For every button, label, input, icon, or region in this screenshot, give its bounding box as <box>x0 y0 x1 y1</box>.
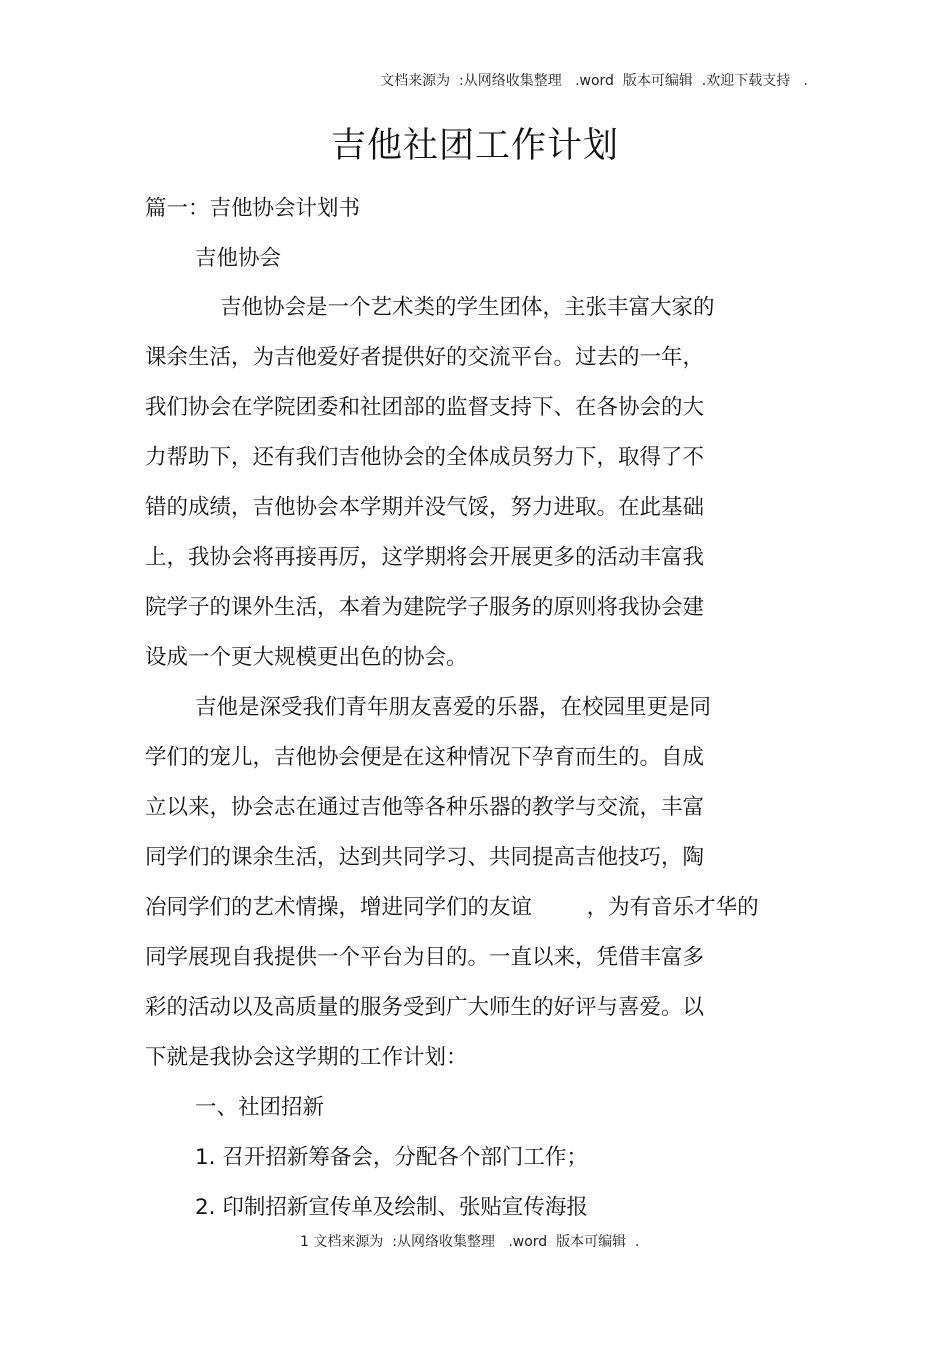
paragraph-2-line-4: 同学们的课余生活，达到共同学习、共同提高吉他技巧，陶 <box>145 845 705 870</box>
subheading-association: 吉他协会 <box>195 246 282 271</box>
paragraph-1-line-3: 我们协会在学院团委和社团部的监督支持下、在各协会的大 <box>145 395 705 420</box>
paragraph-1-line-6: 上，我协会将再接再厉，这学期将会开展更多的活动丰富我 <box>145 545 705 570</box>
paragraph-2-line-7: 彩的活动以及高质量的服务受到广大师生的好评与喜爱。以 <box>145 995 705 1020</box>
footer-source-note: 1 文档来源为 :从网络收集整理 .word 版本可编辑 . <box>300 1234 640 1250</box>
paragraph-2-line-1: 吉他是深受我们青年朋友喜爱的乐器，在校园里更是同 <box>195 695 712 720</box>
paragraph-1-line-8: 设成一个更大规模更出色的协会。 <box>145 645 468 670</box>
header-source-note: 文档来源为 :从网络收集整理 .word 版本可编辑 .欢迎下载支持 . <box>380 73 808 89</box>
section-heading-1: 篇一：吉他协会计划书 <box>145 196 361 221</box>
paragraph-1-line-4: 力帮助下，还有我们吉他协会的全体成员努力下，取得了不 <box>145 445 705 470</box>
section-recruitment-heading: 一、社团招新 <box>195 1095 325 1120</box>
list-item-1: 1. 召开招新筹备会，分配各个部门工作； <box>195 1145 588 1170</box>
paragraph-2-line-2: 学们的宠儿，吉他协会便是在这种情况下孕育而生的。自成 <box>145 745 705 770</box>
paragraph-2-line-5: 冶同学们的艺术情操，增进同学们的友谊 ，为有音乐才华的 <box>145 895 759 920</box>
paragraph-1-line-5: 错的成绩，吉他协会本学期并没气馁，努力进取。在此基础 <box>145 495 705 520</box>
paragraph-2-line-6: 同学展现自我提供一个平台为目的。一直以来，凭借丰富多 <box>145 945 705 970</box>
document-title: 吉他社团工作计划 <box>330 126 619 166</box>
paragraph-1-line-1: 吉他协会是一个艺术类的学生团体，主张丰富大家的 <box>220 295 715 320</box>
paragraph-1-line-7: 院学子的课外生活，本着为建院学子服务的原则将我协会建 <box>145 595 705 620</box>
paragraph-2-line-8: 下就是我协会这学期的工作计划： <box>145 1045 468 1070</box>
paragraph-1-line-2: 课余生活，为吉他爱好者提供好的交流平台。过去的一年， <box>145 345 705 370</box>
list-item-2: 2. 印制招新宣传单及绘制、张贴宣传海报 <box>195 1195 588 1220</box>
paragraph-2-line-3: 立以来，协会志在通过吉他等各种乐器的教学与交流，丰富 <box>145 795 705 820</box>
